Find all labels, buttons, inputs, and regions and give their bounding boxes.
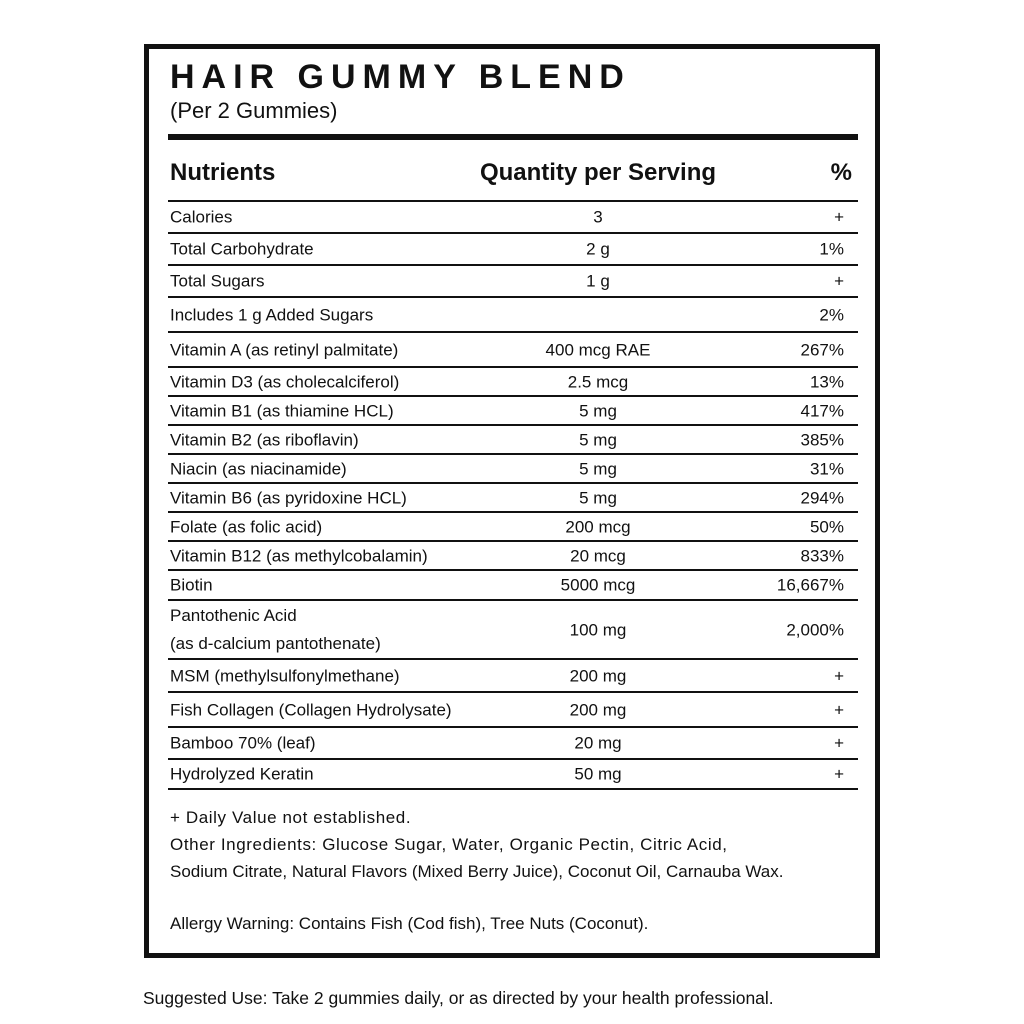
nutrient-name-text: Hydrolyzed Keratin	[170, 764, 314, 784]
nutrient-name-text: Vitamin B2 (as riboflavin)	[170, 430, 359, 449]
nutrient-name-text: Niacin (as niacinamide)	[170, 459, 347, 478]
nutrient-name-text: MSM (methylsulfonylmethane)	[170, 666, 400, 685]
table-row	[168, 266, 858, 298]
nutrient-daily-value: 294%	[800, 488, 844, 507]
nutrient-quantity: 400 mcg RAE	[545, 340, 651, 359]
daily-value-note: + Daily Value not established.	[170, 808, 412, 827]
table-row	[168, 426, 858, 455]
nutrient-name-text: Vitamin D3 (as cholecalciferol)	[170, 372, 400, 391]
nutrient-name-text: Includes 1 g Added Sugars	[170, 305, 374, 324]
nutrient-quantity: 20 mcg	[570, 546, 626, 565]
nutrient-name-text: Pantothenic Acid	[170, 605, 297, 625]
nutrient-quantity: 2.5 mcg	[567, 372, 629, 391]
nutrient-daily-value: 2,000%	[786, 620, 844, 639]
nutrient-quantity: 200 mcg	[565, 517, 631, 536]
table-row	[168, 513, 858, 542]
nutrient-name-text: Vitamin B12 (as methylcobalamin)	[170, 546, 428, 565]
nutrient-daily-value: +	[834, 764, 844, 784]
table-row	[168, 202, 858, 234]
nutrient-daily-value: 2%	[819, 305, 844, 324]
table-row	[168, 298, 858, 333]
nutrient-quantity: 100 mg	[569, 620, 627, 639]
nutrient-daily-value: 417%	[800, 401, 844, 420]
nutrient-name	[170, 371, 399, 392]
nutrient-quantity: 2 g	[586, 239, 610, 259]
nutrient-name-text: Vitamin A (as retinyl palmitate)	[170, 340, 399, 359]
nutrient-quantity: 5 mg	[579, 430, 617, 449]
table-row	[168, 728, 858, 760]
table-row	[168, 571, 858, 601]
table-row	[168, 368, 858, 397]
nutrient-quantity: 3	[593, 207, 603, 227]
nutrient-daily-value: +	[834, 700, 844, 719]
table-row	[168, 333, 858, 368]
nutrient-quantity: 200 mg	[569, 666, 627, 685]
nutrient-daily-value: 267%	[800, 340, 844, 359]
nutrient-name	[170, 602, 381, 658]
nutrient-daily-value: +	[834, 271, 844, 291]
nutrient-daily-value: 833%	[800, 546, 844, 565]
label-title: HAIR GUMMY BLEND	[170, 58, 631, 96]
nutrient-quantity: 200 mg	[569, 700, 627, 719]
nutrient-quantity: 5 mg	[579, 488, 617, 507]
nutrient-name	[170, 239, 314, 260]
nutrient-quantity: 1 g	[586, 271, 610, 291]
nutrient-name	[170, 304, 373, 325]
table-row	[168, 397, 858, 426]
nutrient-name-text: Vitamin B1 (as thiamine HCL)	[170, 401, 394, 420]
nutrient-name	[170, 575, 213, 596]
nutrient-name-detail: (as d-calcium pantothenate)	[170, 633, 381, 653]
nutrient-name	[170, 271, 265, 292]
table-row	[168, 234, 858, 266]
nutrient-name	[170, 429, 359, 450]
nutrient-name	[170, 400, 394, 421]
nutrient-name	[170, 764, 314, 785]
nutrient-name-text: Calories	[170, 207, 233, 227]
column-header-quantity: Quantity per Serving	[479, 159, 717, 186]
table-row	[168, 484, 858, 513]
nutrient-quantity: 5 mg	[579, 401, 617, 420]
other-ingredients-line-2: Sodium Citrate, Natural Flavors (Mixed Berry Juice), Coconut Oil, Carnauba Wax.	[170, 862, 784, 881]
nutrient-name	[170, 516, 322, 537]
nutrient-daily-value: 385%	[800, 430, 844, 449]
nutrient-quantity: 5000 mcg	[560, 575, 636, 595]
nutrient-name-text: Folate (as folic acid)	[170, 517, 323, 536]
nutrient-name-text: Bamboo 70% (leaf)	[170, 733, 316, 753]
nutrient-daily-value: 1%	[819, 239, 844, 259]
nutrient-quantity: 50 mg	[574, 764, 622, 784]
nutrient-name	[170, 339, 398, 360]
table-row	[168, 542, 858, 571]
nutrient-daily-value: +	[834, 207, 844, 227]
serving-size: (Per 2 Gummies)	[170, 98, 338, 123]
table-row	[168, 455, 858, 484]
nutrient-name	[170, 733, 316, 754]
nutrient-daily-value: +	[834, 666, 844, 685]
nutrient-name-text: Vitamin B6 (as pyridoxine HCL)	[170, 488, 407, 507]
nutrient-daily-value: +	[834, 733, 844, 753]
nutrient-name-text: Total Sugars	[170, 271, 265, 291]
nutrient-quantity: 5 mg	[579, 459, 617, 478]
allergy-warning: Allergy Warning: Contains Fish (Cod fish), Tree Nuts (Coconut).	[170, 914, 649, 933]
nutrient-name	[170, 665, 400, 686]
column-header-nutrients: Nutrients	[170, 159, 276, 186]
nutrient-name	[170, 699, 452, 720]
column-header-percent: %	[830, 159, 852, 186]
nutrient-name	[170, 487, 407, 508]
nutrient-daily-value: 31%	[809, 459, 844, 478]
nutrient-name	[170, 545, 428, 566]
table-row	[168, 693, 858, 728]
nutrient-name-text: Total Carbohydrate	[170, 239, 314, 259]
nutrient-daily-value: 50%	[809, 517, 844, 536]
nutrient-name-text: Fish Collagen (Collagen Hydrolysate)	[170, 700, 452, 719]
nutrient-quantity: 20 mg	[574, 733, 622, 753]
nutrient-table	[168, 200, 858, 790]
nutrient-daily-value: 16,667%	[776, 575, 844, 595]
nutrient-daily-value: 13%	[809, 372, 844, 391]
suggested-use: Suggested Use: Take 2 gummies daily, or as directed by your health professional.	[143, 988, 774, 1008]
nutrient-name-text: Biotin	[170, 575, 213, 595]
table-row	[168, 601, 858, 660]
table-row	[168, 760, 858, 790]
label-notes	[170, 804, 783, 885]
nutrient-name	[170, 207, 232, 228]
other-ingredients-line-1	[170, 831, 783, 858]
nutrient-name	[170, 458, 347, 479]
header-divider	[168, 134, 858, 140]
other-ingredients-text: Other Ingredients: Glucose Sugar, Water, Organic Pectin, Citric Acid,	[170, 835, 728, 854]
table-row	[168, 660, 858, 693]
